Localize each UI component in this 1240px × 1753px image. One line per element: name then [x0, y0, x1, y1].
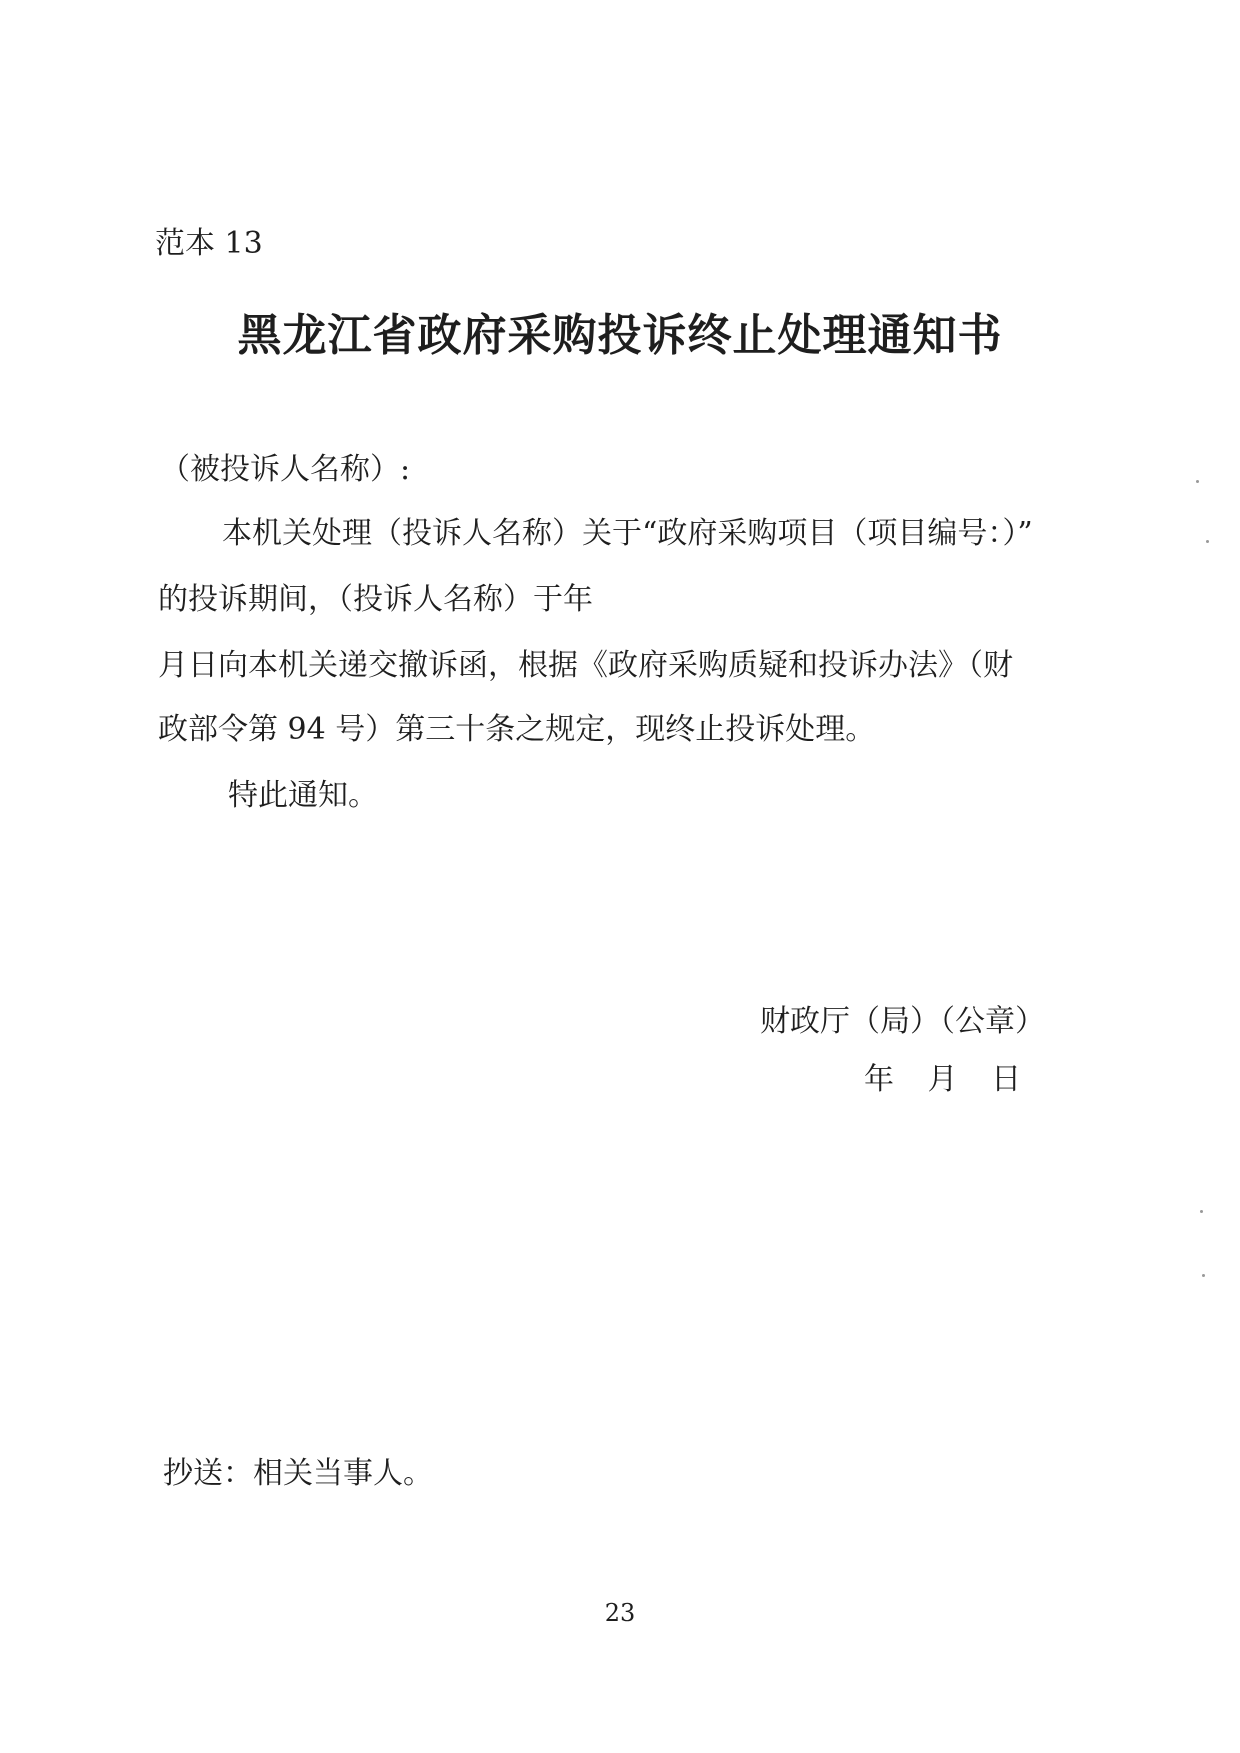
addressee: （被投诉人名称）: — [160, 452, 411, 487]
date-line: 年 月 日 — [864, 1062, 1022, 1097]
closing-phrase: 特此通知。 — [228, 778, 378, 813]
body-line: 政部令第 94 号）第三十条之规定，现终止投诉处理。 — [158, 712, 876, 747]
body-line: 的投诉期间，（投诉人名称）于年 — [158, 582, 593, 617]
body-line: 月日向本机关递交撤诉函，根据《政府采购质疑和投诉办法》（财 — [158, 648, 1013, 683]
body-line: 本机关处理（投诉人名称）关于“政府采购项目（项目编号：）” — [222, 516, 1033, 551]
template-label: 范本 13 — [155, 226, 263, 261]
scan-speck — [1200, 1210, 1203, 1213]
document-title: 黑龙江省政府采购投诉终止处理通知书 — [237, 310, 1003, 361]
scan-speck — [1196, 480, 1199, 483]
scan-speck — [1206, 540, 1209, 543]
cc-line: 抄送：相关当事人。 — [163, 1456, 433, 1491]
scan-speck — [1202, 1274, 1205, 1277]
page-number: 23 — [604, 1599, 636, 1627]
signer: 财政厅（局）（公章） — [760, 1004, 1045, 1039]
